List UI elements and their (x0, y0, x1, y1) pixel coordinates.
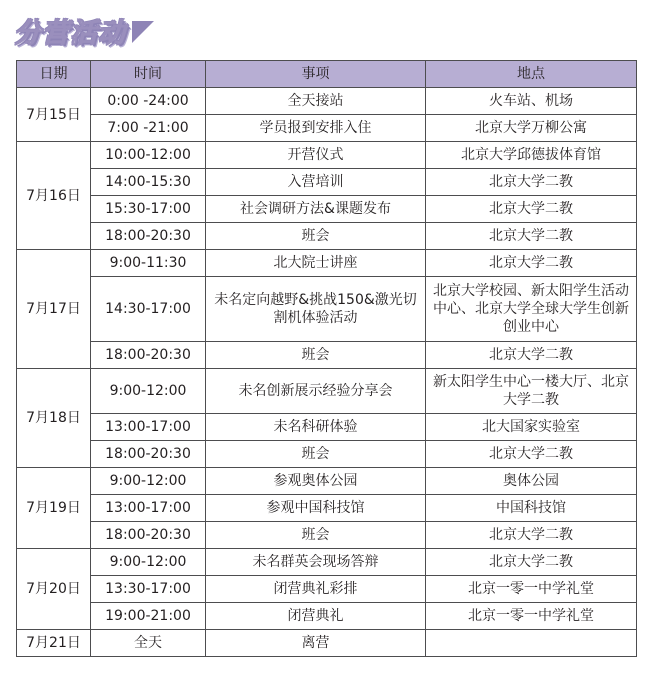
time-cell: 14:00-15:30 (91, 169, 206, 196)
time-cell: 18:00-20:30 (91, 522, 206, 549)
date-cell: 7月20日 (17, 549, 91, 630)
place-cell: 火车站、机场 (426, 88, 637, 115)
event-cell: 开营仪式 (206, 142, 426, 169)
date-cell: 7月19日 (17, 468, 91, 549)
event-cell: 参观中国科技馆 (206, 495, 426, 522)
event-cell: 闭营典礼彩排 (206, 576, 426, 603)
event-cell: 未名创新展示经验分享会 (206, 369, 426, 414)
time-cell: 0:00 -24:00 (91, 88, 206, 115)
place-cell: 北京大学二教 (426, 196, 637, 223)
event-cell: 全天接站 (206, 88, 426, 115)
place-cell: 中国科技馆 (426, 495, 637, 522)
time-cell: 15:30-17:00 (91, 196, 206, 223)
place-cell: 北大国家实验室 (426, 414, 637, 441)
table-row (17, 603, 637, 630)
table-row (17, 115, 637, 142)
date-cell: 7月17日 (17, 250, 91, 369)
time-cell: 18:00-20:30 (91, 223, 206, 250)
schedule-body (17, 88, 637, 657)
time-cell: 14:30-17:00 (91, 277, 206, 342)
section-title: 分营活动 (14, 17, 126, 49)
date-cell: 7月18日 (17, 369, 91, 468)
place-cell: 北京大学邱德拔体育馆 (426, 142, 637, 169)
table-row (17, 414, 637, 441)
table-row (17, 522, 637, 549)
event-cell: 离营 (206, 630, 426, 657)
event-cell: 未名定向越野&挑战150&激光切割机体验活动 (206, 277, 426, 342)
time-cell: 13:00-17:00 (91, 414, 206, 441)
time-cell: 10:00-12:00 (91, 142, 206, 169)
time-cell: 7:00 -21:00 (91, 115, 206, 142)
event-cell: 学员报到安排入住 (206, 115, 426, 142)
place-cell: 北京大学二教 (426, 169, 637, 196)
triangle-decoration-icon (132, 21, 154, 43)
event-cell: 参观奥体公园 (206, 468, 426, 495)
event-cell: 入营培训 (206, 169, 426, 196)
place-cell: 北京大学二教 (426, 250, 637, 277)
time-cell: 9:00-11:30 (91, 250, 206, 277)
table-row (17, 369, 637, 414)
time-cell: 13:30-17:00 (91, 576, 206, 603)
place-cell: 北京大学万柳公寓 (426, 115, 637, 142)
place-cell: 北京大学二教 (426, 549, 637, 576)
table-row (17, 223, 637, 250)
time-cell: 18:00-20:30 (91, 441, 206, 468)
place-cell (426, 630, 637, 657)
table-row (17, 169, 637, 196)
time-cell: 9:00-12:00 (91, 549, 206, 576)
table-row (17, 495, 637, 522)
table-row (17, 196, 637, 223)
date-cell: 7月21日 (17, 630, 91, 657)
time-cell: 13:00-17:00 (91, 495, 206, 522)
place-cell: 北京大学二教 (426, 441, 637, 468)
event-cell: 班会 (206, 342, 426, 369)
schedule-table (16, 60, 637, 657)
event-cell: 未名群英会现场答辩 (206, 549, 426, 576)
table-row (17, 88, 637, 115)
table-row (17, 549, 637, 576)
event-cell: 班会 (206, 441, 426, 468)
table-row (17, 342, 637, 369)
date-cell: 7月16日 (17, 142, 91, 250)
event-cell: 班会 (206, 223, 426, 250)
place-cell: 北京大学二教 (426, 223, 637, 250)
time-cell: 9:00-12:00 (91, 369, 206, 414)
place-cell: 北京一零一中学礼堂 (426, 576, 637, 603)
table-row (17, 142, 637, 169)
time-cell: 9:00-12:00 (91, 468, 206, 495)
place-cell: 北京大学校园、新太阳学生活动中心、北京大学全球大学生创新创业中心 (426, 277, 637, 342)
event-cell: 社会调研方法&课题发布 (206, 196, 426, 223)
section-header (14, 12, 154, 48)
time-cell: 18:00-20:30 (91, 342, 206, 369)
event-cell: 班会 (206, 522, 426, 549)
place-cell: 北京大学二教 (426, 522, 637, 549)
event-cell: 北大院士讲座 (206, 250, 426, 277)
date-cell: 7月15日 (17, 88, 91, 142)
column-header-place: 地点 (426, 61, 637, 88)
table-row (17, 277, 637, 342)
table-row (17, 630, 637, 657)
table-header-row (17, 61, 637, 88)
table-row (17, 576, 637, 603)
event-cell: 闭营典礼 (206, 603, 426, 630)
table-row (17, 250, 637, 277)
time-cell: 全天 (91, 630, 206, 657)
place-cell: 新太阳学生中心一楼大厅、北京大学二教 (426, 369, 637, 414)
event-cell: 未名科研体验 (206, 414, 426, 441)
column-header-date: 日期 (17, 61, 91, 88)
place-cell: 北京一零一中学礼堂 (426, 603, 637, 630)
place-cell: 奥体公园 (426, 468, 637, 495)
column-header-event: 事项 (206, 61, 426, 88)
table-row (17, 468, 637, 495)
table-row (17, 441, 637, 468)
column-header-time: 时间 (91, 61, 206, 88)
place-cell: 北京大学二教 (426, 342, 637, 369)
time-cell: 19:00-21:00 (91, 603, 206, 630)
